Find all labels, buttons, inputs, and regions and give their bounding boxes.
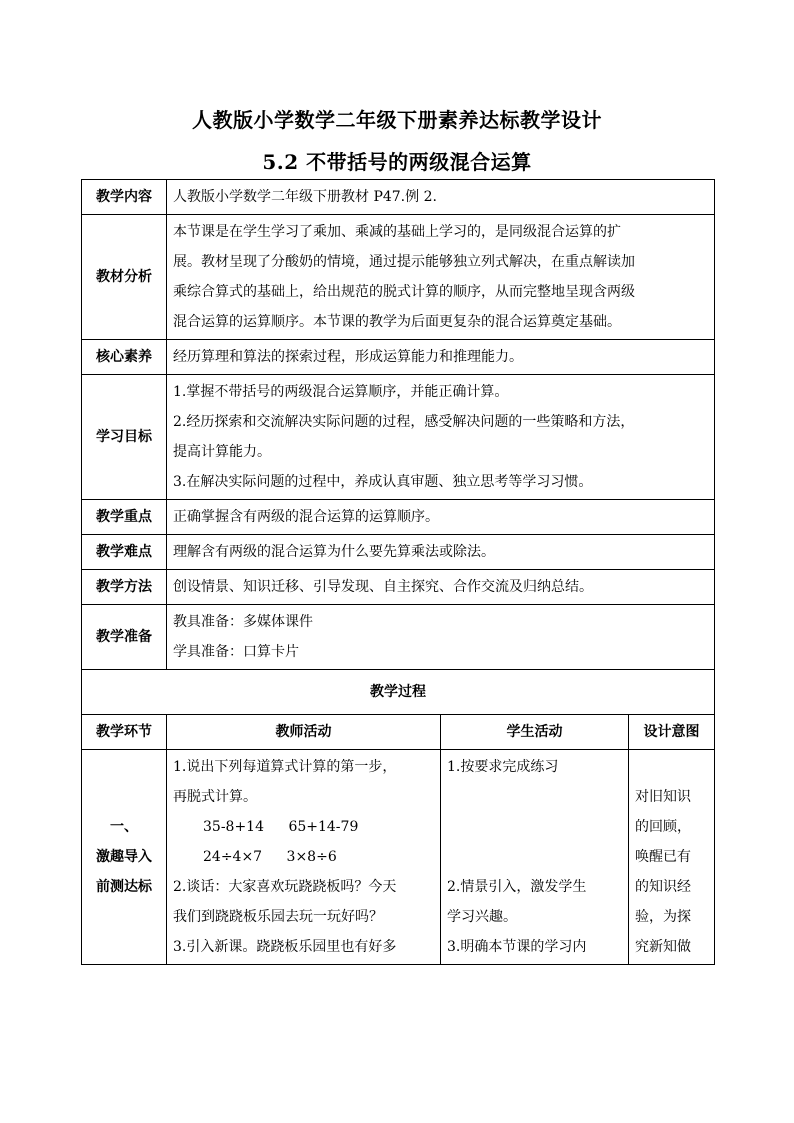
- row-process-title: [82, 670, 715, 715]
- stage-label-line: 前测达标: [96, 879, 152, 895]
- document-subtitle: 5.2 不带括号的两级混合运算: [262, 150, 532, 174]
- column-header-row: [82, 715, 715, 750]
- content-line: 理解含有两级的混合运算为什么要先算乘法或除法。: [173, 544, 495, 560]
- stage-label-line: 激趣导入: [96, 849, 152, 865]
- row-difficulty: [82, 535, 715, 570]
- spacer: [447, 842, 622, 872]
- row-key-point: [82, 500, 715, 535]
- stage-label: [82, 750, 167, 965]
- stage-label-line: 一、: [110, 819, 138, 835]
- student-line: 3.明确本节课的学习内: [447, 939, 587, 955]
- spacer: [447, 812, 622, 842]
- teacher-line: 3.引入新课。跷跷板乐园里也有好多: [173, 939, 397, 955]
- column-header-stage: 教学环节: [82, 715, 167, 750]
- row-content: [167, 215, 715, 340]
- stage-row: [82, 750, 715, 965]
- content-line: 本节课是在学生学习了乘加、乘减的基础上学习的，是同级混合运算的扩: [173, 224, 621, 240]
- expression-line: 35-8+14 65+14-79: [203, 819, 359, 835]
- row-preparation: [82, 605, 715, 670]
- row-teaching-content: [82, 180, 715, 215]
- column-header-intent: 设计意图: [629, 715, 715, 750]
- student-line: 1.按要求完成练习: [447, 759, 559, 775]
- intent-line: 的回顾，: [635, 819, 691, 835]
- row-label: 教材分析: [82, 215, 167, 340]
- content-line: 正确掌握含有两级的混合运算的运算顺序。: [173, 509, 439, 525]
- content-line: 2.经历探索和交流解决实际问题的过程，感受解决问题的一些策略和方法，: [173, 414, 635, 430]
- content-line: 乘综合算式的基础上，给出规范的脱式计算的顺序，从而完整地呈现含两级: [173, 284, 635, 300]
- row-material-analysis: [82, 215, 715, 340]
- column-header-teacher: 教师活动: [167, 715, 441, 750]
- content-line: 创设情景、知识迁移、引导发现、自主探究、合作交流及归纳总结。: [173, 579, 593, 595]
- teacher-line: 再脱式计算。: [173, 789, 257, 805]
- row-label: 教学重点: [82, 500, 167, 535]
- row-content: [167, 340, 715, 375]
- intent-line: 验，为探: [635, 909, 691, 925]
- content-line: 1.掌握不带括号的两级混合运算顺序，并能正确计算。: [173, 384, 509, 400]
- content-line: 混合运算的运算顺序。本节课的教学为后面更复杂的混合运算奠定基础。: [173, 314, 621, 330]
- content-line: 教具准备：多媒体课件: [173, 614, 313, 630]
- intent-line: 唤醒已有: [635, 849, 691, 865]
- content-line: 学具准备：口算卡片: [173, 644, 299, 660]
- row-content: [167, 570, 715, 605]
- row-label: 教学准备: [82, 605, 167, 670]
- row-content: [167, 535, 715, 570]
- process-title: 教学过程: [82, 670, 715, 715]
- teacher-line: 2.谈话：大家喜欢玩跷跷板吗？今天: [173, 879, 397, 895]
- row-learning-goals: [82, 375, 715, 500]
- teacher-line: 1.说出下列每道算式计算的第一步，: [173, 759, 397, 775]
- student-activity: [441, 750, 629, 965]
- row-content: [167, 375, 715, 500]
- row-method: [82, 570, 715, 605]
- intent-line: 究新知做: [635, 939, 691, 955]
- row-content: [167, 605, 715, 670]
- row-label: 核心素养: [82, 340, 167, 375]
- design-intent: [629, 750, 715, 965]
- student-line: 2.情景引入，激发学生: [447, 879, 587, 895]
- row-label: 教学内容: [82, 180, 167, 215]
- document-title: 人教版小学数学二年级下册素养达标教学设计: [192, 108, 602, 132]
- teacher-line: 我们到跷跷板乐园去玩一玩好吗？: [173, 909, 383, 925]
- row-label: 教学方法: [82, 570, 167, 605]
- intent-line: 的知识经: [635, 879, 691, 895]
- content-line: 展。教材呈现了分酸奶的情境，通过提示能够独立列式解决，在重点解读加: [173, 254, 635, 270]
- row-content: [167, 180, 715, 215]
- content-line: 人教版小学数学二年级下册教材 P47.例 2.: [173, 189, 437, 205]
- row-label: 学习目标: [82, 375, 167, 500]
- lesson-plan-table: [81, 179, 715, 965]
- content-line: 经历算理和算法的探索过程，形成运算能力和推理能力。: [173, 349, 523, 365]
- spacer: [447, 782, 622, 812]
- row-core-literacy: [82, 340, 715, 375]
- row-label: 教学难点: [82, 535, 167, 570]
- column-header-student: 学生活动: [441, 715, 629, 750]
- row-content: [167, 500, 715, 535]
- content-line: 3.在解决实际问题的过程中，养成认真审题、独立思考等学习习惯。: [173, 474, 593, 490]
- intent-line: 对旧知识: [635, 789, 691, 805]
- student-line: 学习兴趣。: [447, 909, 517, 925]
- teacher-activity: [167, 750, 441, 965]
- expression-line: 24÷4×7 3×8÷6: [203, 849, 337, 865]
- content-line: 提高计算能力。: [173, 444, 271, 460]
